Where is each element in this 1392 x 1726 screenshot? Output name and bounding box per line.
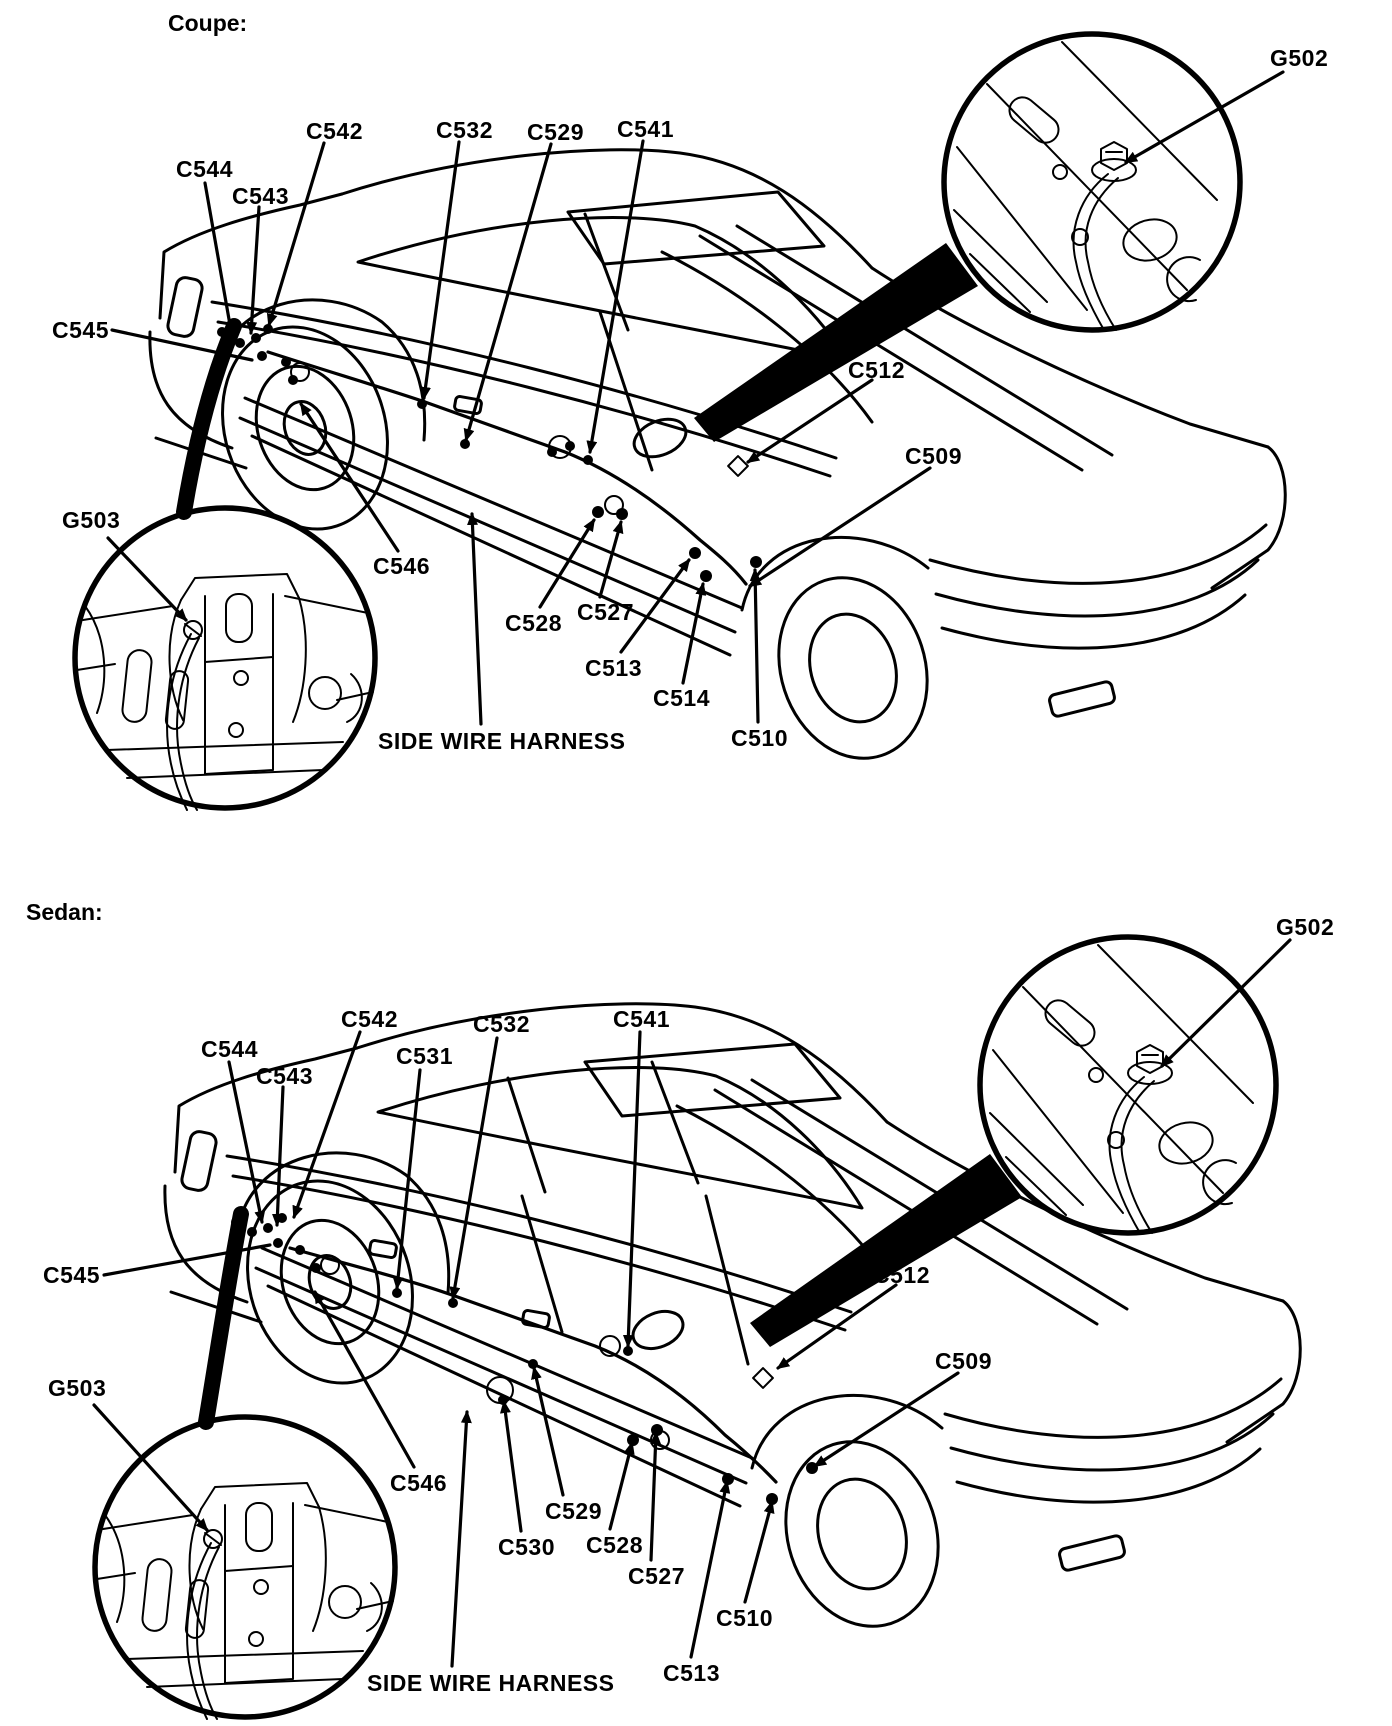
leader-coupe-side-harness bbox=[472, 514, 481, 724]
callout-coupe-C546: C546 bbox=[373, 553, 430, 579]
callout-sedan-C509: C509 bbox=[935, 1348, 992, 1374]
callout-coupe-C529: C529 bbox=[527, 119, 584, 145]
sedan-side-wire-harness-caption: SIDE WIRE HARNESS bbox=[367, 1670, 615, 1696]
leader-sedan-side-harness bbox=[452, 1412, 467, 1666]
callout-sedan-C542: C542 bbox=[341, 1006, 398, 1032]
leader-sedan-G503 bbox=[94, 1405, 207, 1530]
leader-coupe-C544 bbox=[205, 183, 233, 342]
leader-coupe-C527 bbox=[600, 522, 621, 597]
leader-sedan-C532 bbox=[453, 1038, 497, 1298]
callout-coupe-C541: C541 bbox=[617, 116, 674, 142]
coupe-section-title: Coupe: bbox=[168, 10, 248, 36]
leader-sedan-C530 bbox=[504, 1402, 521, 1531]
callout-sedan-C545: C545 bbox=[43, 1262, 100, 1288]
callout-sedan-C527: C527 bbox=[628, 1563, 685, 1589]
g503-magnifier-band-sedan bbox=[206, 1214, 241, 1422]
callout-sedan-C541: C541 bbox=[613, 1006, 670, 1032]
callout-coupe-C528: C528 bbox=[505, 610, 562, 636]
leader-coupe-C532 bbox=[424, 142, 459, 398]
callout-coupe-G503: G503 bbox=[62, 507, 121, 533]
callout-sedan-C513: C513 bbox=[663, 1660, 720, 1686]
callout-sedan-C530: C530 bbox=[498, 1534, 555, 1560]
coupe-car-body bbox=[150, 150, 1285, 778]
sedan-g502-inset bbox=[980, 937, 1276, 1233]
leader-sedan-C529 bbox=[534, 1368, 563, 1495]
callout-sedan-C510: C510 bbox=[716, 1605, 773, 1631]
callout-sedan-C543: C543 bbox=[256, 1063, 313, 1089]
callout-coupe-G502: G502 bbox=[1270, 45, 1329, 71]
sedan-section-title: Sedan: bbox=[26, 899, 103, 925]
leader-coupe-C541 bbox=[590, 141, 643, 452]
callout-sedan-C546: C546 bbox=[390, 1470, 447, 1496]
leader-coupe-C509 bbox=[750, 468, 930, 586]
callout-coupe-C545: C545 bbox=[52, 317, 109, 343]
leader-sedan-C510 bbox=[745, 1502, 772, 1602]
coupe-leader-lines bbox=[108, 72, 1283, 724]
callout-coupe-C544: C544 bbox=[176, 156, 233, 182]
callout-sedan-C531: C531 bbox=[396, 1043, 453, 1069]
coupe-side-wire-harness-caption: SIDE WIRE HARNESS bbox=[378, 728, 626, 754]
callout-sedan-G503: G503 bbox=[48, 1375, 107, 1401]
callout-sedan-C528: C528 bbox=[586, 1532, 643, 1558]
callout-coupe-C509: C509 bbox=[905, 443, 962, 469]
callout-sedan-C529: C529 bbox=[545, 1498, 602, 1524]
callout-coupe-C543: C543 bbox=[232, 183, 289, 209]
g502-magnifier-band-sedan bbox=[750, 1154, 1022, 1347]
leader-coupe-C510 bbox=[755, 570, 758, 722]
callout-coupe-C512: C512 bbox=[848, 357, 905, 383]
leader-sedan-C543 bbox=[277, 1087, 283, 1225]
callout-coupe-C514: C514 bbox=[653, 685, 710, 711]
leader-coupe-C542 bbox=[269, 143, 324, 325]
callout-coupe-C513: C513 bbox=[585, 655, 642, 681]
leader-coupe-C529 bbox=[466, 144, 551, 440]
callout-sedan-C544: C544 bbox=[201, 1036, 258, 1062]
coupe-g503-inset bbox=[75, 508, 375, 810]
callout-coupe-C542: C542 bbox=[306, 118, 363, 144]
g502-magnifier-band bbox=[694, 243, 978, 442]
callout-coupe-C532: C532 bbox=[436, 117, 493, 143]
leader-sedan-C541 bbox=[628, 1032, 640, 1346]
leader-sedan-C528 bbox=[610, 1443, 632, 1529]
callout-coupe-C510: C510 bbox=[731, 725, 788, 751]
callout-coupe-C527: C527 bbox=[577, 599, 634, 625]
sedan-g503-inset bbox=[95, 1417, 395, 1719]
leader-coupe-G503 bbox=[108, 538, 186, 620]
sedan-illustration bbox=[94, 937, 1300, 1719]
leader-sedan-C527 bbox=[651, 1433, 656, 1560]
coupe-g502-inset bbox=[944, 34, 1240, 330]
callout-sedan-C512: C512 bbox=[873, 1262, 930, 1288]
leader-sedan-C545 bbox=[104, 1245, 270, 1275]
sedan-leader-lines bbox=[94, 940, 1290, 1666]
callout-sedan-C532: C532 bbox=[473, 1011, 530, 1037]
callout-sedan-G502: G502 bbox=[1276, 914, 1335, 940]
